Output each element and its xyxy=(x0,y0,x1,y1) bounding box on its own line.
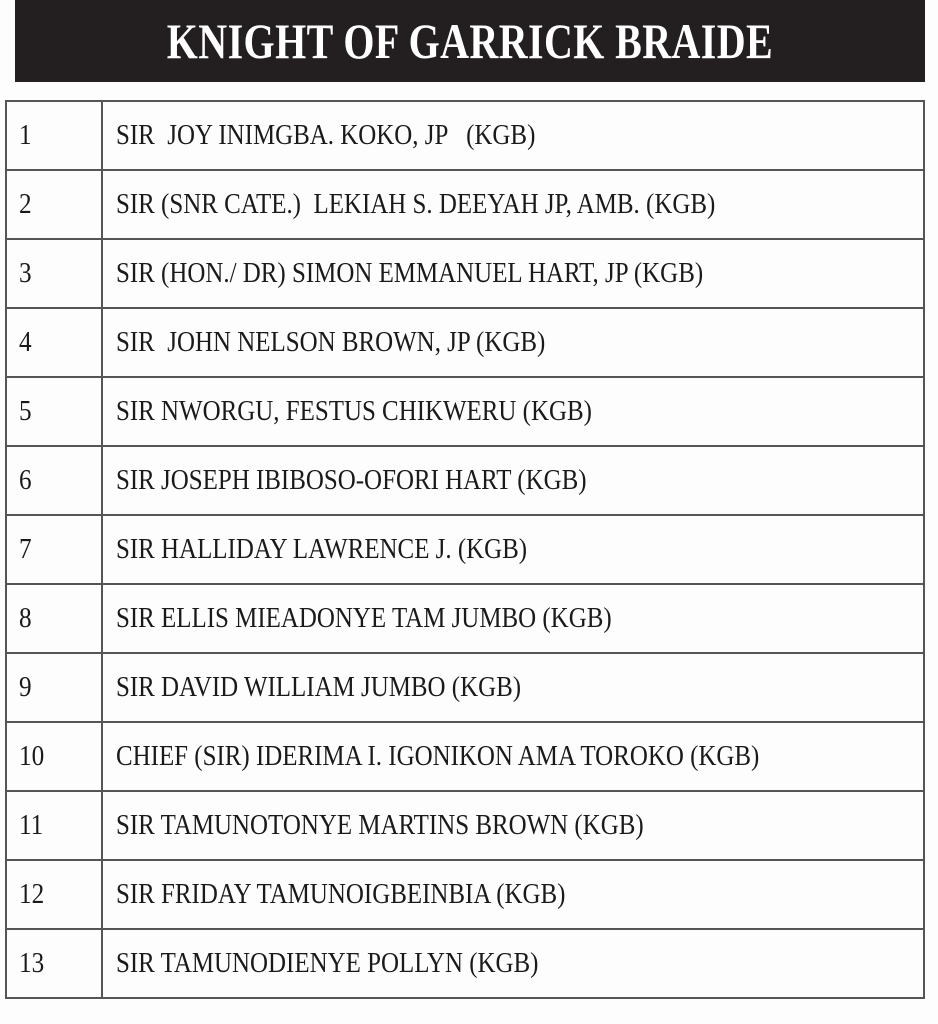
row-number: 1 xyxy=(19,119,32,151)
table-row xyxy=(6,170,924,239)
knight-name: SIR DAVID WILLIAM JUMBO (KGB) xyxy=(116,671,522,703)
name-cell xyxy=(102,722,924,791)
row-number: 5 xyxy=(19,395,32,427)
page-title: KNIGHT OF GARRICK BRAIDE xyxy=(166,13,774,69)
row-number: 9 xyxy=(19,671,32,703)
row-number: 6 xyxy=(19,464,32,496)
row-number: 10 xyxy=(19,740,45,772)
knight-name: SIR JOHN NELSON BROWN, JP (KGB) xyxy=(116,326,546,358)
knight-name: SIR (HON./ DR) SIMON EMMANUEL HART, JP (KGB) xyxy=(116,257,704,289)
name-cell xyxy=(102,584,924,653)
knight-name: SIR ELLIS MIEADONYE TAM JUMBO (KGB) xyxy=(116,602,612,634)
knight-name: SIR TAMUNOTONYE MARTINS BROWN (KGB) xyxy=(116,809,644,841)
table-row xyxy=(6,239,924,308)
table-row xyxy=(6,929,924,998)
row-number-cell xyxy=(6,170,102,239)
row-number: 13 xyxy=(19,947,45,979)
row-number-cell xyxy=(6,929,102,998)
name-cell xyxy=(102,101,924,170)
row-number: 11 xyxy=(19,809,44,841)
table-row xyxy=(6,101,924,170)
name-cell xyxy=(102,860,924,929)
knight-name: CHIEF (SIR) IDERIMA I. IGONIKON AMA TOROKO (KGB) xyxy=(116,740,760,772)
row-number-cell xyxy=(6,584,102,653)
row-number: 7 xyxy=(19,533,32,565)
row-number-cell xyxy=(6,653,102,722)
row-number-cell xyxy=(6,377,102,446)
row-number: 2 xyxy=(19,188,32,220)
knight-name: SIR TAMUNODIENYE POLLYN (KGB) xyxy=(116,947,539,979)
knights-table xyxy=(5,100,925,999)
table-row xyxy=(6,515,924,584)
row-number-cell xyxy=(6,308,102,377)
knight-name: SIR HALLIDAY LAWRENCE J. (KGB) xyxy=(116,533,528,565)
row-number-cell xyxy=(6,101,102,170)
name-cell xyxy=(102,239,924,308)
knight-name: SIR NWORGU, FESTUS CHIKWERU (KGB) xyxy=(116,395,592,427)
row-number-cell xyxy=(6,239,102,308)
table-row xyxy=(6,584,924,653)
name-cell xyxy=(102,446,924,515)
row-number-cell xyxy=(6,515,102,584)
title-banner xyxy=(15,0,925,82)
name-cell xyxy=(102,377,924,446)
name-cell xyxy=(102,515,924,584)
knight-name: SIR FRIDAY TAMUNOIGBEINBIA (KGB) xyxy=(116,878,566,910)
table-row xyxy=(6,860,924,929)
table-row xyxy=(6,446,924,515)
row-number-cell xyxy=(6,860,102,929)
row-number-cell xyxy=(6,722,102,791)
row-number: 8 xyxy=(19,602,32,634)
knight-name: SIR JOSEPH IBIBOSO-OFORI HART (KGB) xyxy=(116,464,587,496)
row-number: 3 xyxy=(19,257,32,289)
knight-name: SIR JOY INIMGBA. KOKO, JP (KGB) xyxy=(116,119,536,151)
name-cell xyxy=(102,308,924,377)
table-row xyxy=(6,653,924,722)
name-cell xyxy=(102,170,924,239)
row-number: 12 xyxy=(19,878,45,910)
name-cell xyxy=(102,929,924,998)
table-row xyxy=(6,722,924,791)
table-row xyxy=(6,791,924,860)
row-number: 4 xyxy=(19,326,32,358)
name-cell xyxy=(102,653,924,722)
row-number-cell xyxy=(6,791,102,860)
knight-name: SIR (SNR CATE.) LEKIAH S. DEEYAH JP, AMB. (KGB) xyxy=(116,188,716,220)
row-number-cell xyxy=(6,446,102,515)
table-row xyxy=(6,377,924,446)
table-row xyxy=(6,308,924,377)
name-cell xyxy=(102,791,924,860)
